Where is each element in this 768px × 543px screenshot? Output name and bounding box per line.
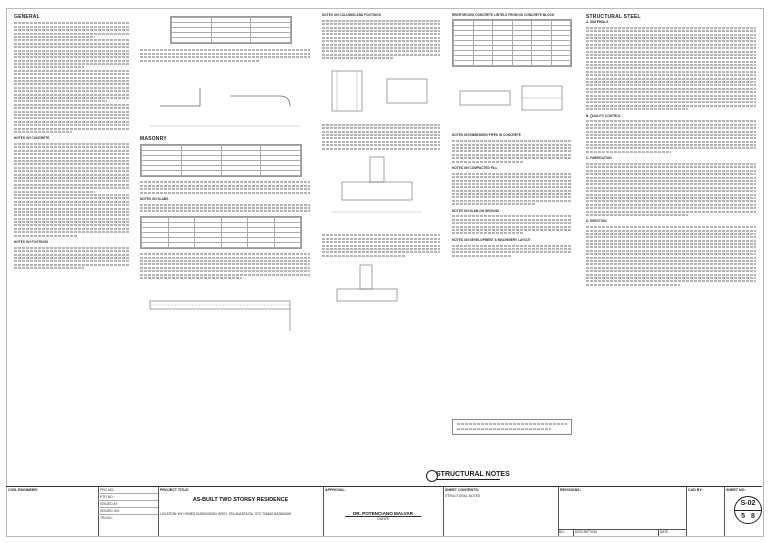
- sheet-total: 8: [751, 513, 755, 520]
- revision-date-label: DATE: [660, 530, 669, 534]
- title-underline: [436, 479, 500, 480]
- columns-footings-column: [322, 14, 440, 319]
- civil-engineer-label: CIVIL ENGINEER:: [8, 488, 39, 492]
- lintel-detail: [452, 71, 572, 131]
- quality-title: B. QUALITY CONTROL: [586, 113, 621, 118]
- masonry-table: [140, 144, 302, 177]
- slab-on-ground-title: NOTES ON SLAB ON GROUND: [452, 208, 499, 213]
- slab-section-detail: [140, 281, 310, 341]
- structural-steel-column: [586, 14, 756, 288]
- sheet-number: S-02: [735, 497, 761, 511]
- revisions-cell: [558, 487, 687, 536]
- fabrication-paragraph: [586, 162, 756, 218]
- masonry-paragraph: [140, 180, 310, 195]
- general-notes-column: [14, 14, 130, 272]
- revisions-label: REVISIONS:: [560, 488, 581, 492]
- notes-concrete-title: NOTES ON CONCRETE: [14, 136, 50, 141]
- footing-paragraph: [322, 122, 440, 151]
- issued-on-label: ISSUED ON:: [98, 508, 158, 515]
- sheet-contents-value: STRUCTURAL NOTES: [445, 494, 481, 498]
- title-block: [6, 486, 762, 536]
- notes-footings-title: NOTES ON FOOTINGS: [14, 240, 49, 245]
- reinforcing-column: [452, 14, 572, 259]
- quality-paragraph: [586, 119, 756, 154]
- structural-steel-title: STRUCTURAL STEEL: [586, 14, 641, 20]
- compacted-fill-paragraph: [452, 171, 572, 206]
- approval-cell: [323, 487, 444, 536]
- embedded-pipes-title: NOTES ON EMBEDDED PIPES IN CONCRETE: [452, 133, 521, 138]
- wall-footing-detail: [322, 259, 440, 319]
- notes-slabs-title: NOTES ON SLABS: [140, 196, 169, 201]
- embedded-pipes-paragraph: [452, 139, 572, 164]
- general-paragraph: [14, 21, 130, 134]
- credentials-cell: [98, 487, 159, 536]
- footing-detail: [322, 152, 440, 232]
- sheet-contents-label: SHEET CONTENTS:: [445, 488, 479, 492]
- lintel-table: [452, 19, 572, 67]
- anchorage-paragraph: [322, 233, 440, 258]
- materials-paragraph: [586, 25, 756, 111]
- sheet-circle-icon: [734, 496, 762, 524]
- owner-label: OWNER: [345, 516, 421, 521]
- prc-label: PRC NO.:: [98, 487, 158, 494]
- cad-by-label: CAD BY:: [688, 488, 703, 492]
- ptr-label: PTR NO.:: [98, 494, 158, 501]
- hook-detail-drawing: [140, 66, 310, 136]
- notes-columns-title: NOTES ON COLUMNS AND FOOTINGS: [322, 13, 381, 17]
- cad-by-cell: [686, 487, 725, 536]
- sheet-no-label: SHEET NO:: [726, 488, 746, 492]
- revision-no-label: NO.: [558, 530, 574, 536]
- erection-paragraph: [586, 225, 756, 287]
- notes-columns-paragraph: [322, 18, 440, 60]
- sheet-count: [735, 511, 761, 523]
- notes-footings-paragraph: [14, 245, 130, 270]
- civil-engineer-cell: [6, 487, 99, 536]
- note-box: [452, 419, 572, 435]
- development-paragraph: [452, 243, 572, 258]
- sheet-contents-cell: [443, 487, 559, 536]
- general-title: GENERAL: [14, 14, 40, 20]
- project-location: LOCATION: MY HOMES SUBDIVISION, BRGY. STA ANASTACIA, STO TOMAS BATANGAS: [160, 512, 292, 516]
- revision-description-label: DESCRIPTION: [574, 530, 659, 536]
- fabrication-title: C. FABRICATION: [586, 156, 612, 161]
- notes-concrete-paragraph: [14, 142, 130, 238]
- bar-schedule-table: [170, 16, 292, 44]
- table-notes: [140, 48, 310, 63]
- compacted-fill-title: NOTES ON COMPACTED FILL: [452, 165, 498, 170]
- tin-label: TIN NO.:: [100, 516, 114, 520]
- reinforcing-title: REINFORCING CONCRETE LINTELS FROM NO CONCRETE BLOCK: [452, 13, 555, 17]
- issued-at-label: ISSUED AT:: [98, 501, 158, 508]
- sheet-title-stamp: STRUCTURAL NOTES: [436, 471, 510, 478]
- materials-title: A. MATERIALS: [586, 20, 609, 24]
- slab-table: [140, 216, 302, 249]
- erection-title: D. ERECTION: [586, 219, 607, 224]
- revisions-header: [558, 529, 686, 536]
- approval-label: APPROVAL:: [325, 488, 346, 492]
- development-title: NOTES ON DEVELOPMENT & MACHINERY LAYOUT: [452, 237, 531, 242]
- project-title-label: PROJECT TITLE:: [160, 488, 190, 492]
- project-title: AS-BUILT TWO STOREY RESIDENCE: [192, 497, 289, 503]
- sheet-index: 5: [741, 513, 745, 520]
- slab-on-ground-paragraph: [452, 214, 572, 236]
- project-cell: [158, 487, 324, 536]
- masonry-column: [140, 14, 310, 341]
- column-splice-detail: [322, 61, 440, 121]
- slab-paragraph: [140, 252, 310, 281]
- approver-name: DR. POTENCIANO MALVAR: [352, 511, 414, 516]
- notes-slabs-paragraph: [140, 202, 310, 214]
- masonry-title: MASONRY: [140, 135, 167, 142]
